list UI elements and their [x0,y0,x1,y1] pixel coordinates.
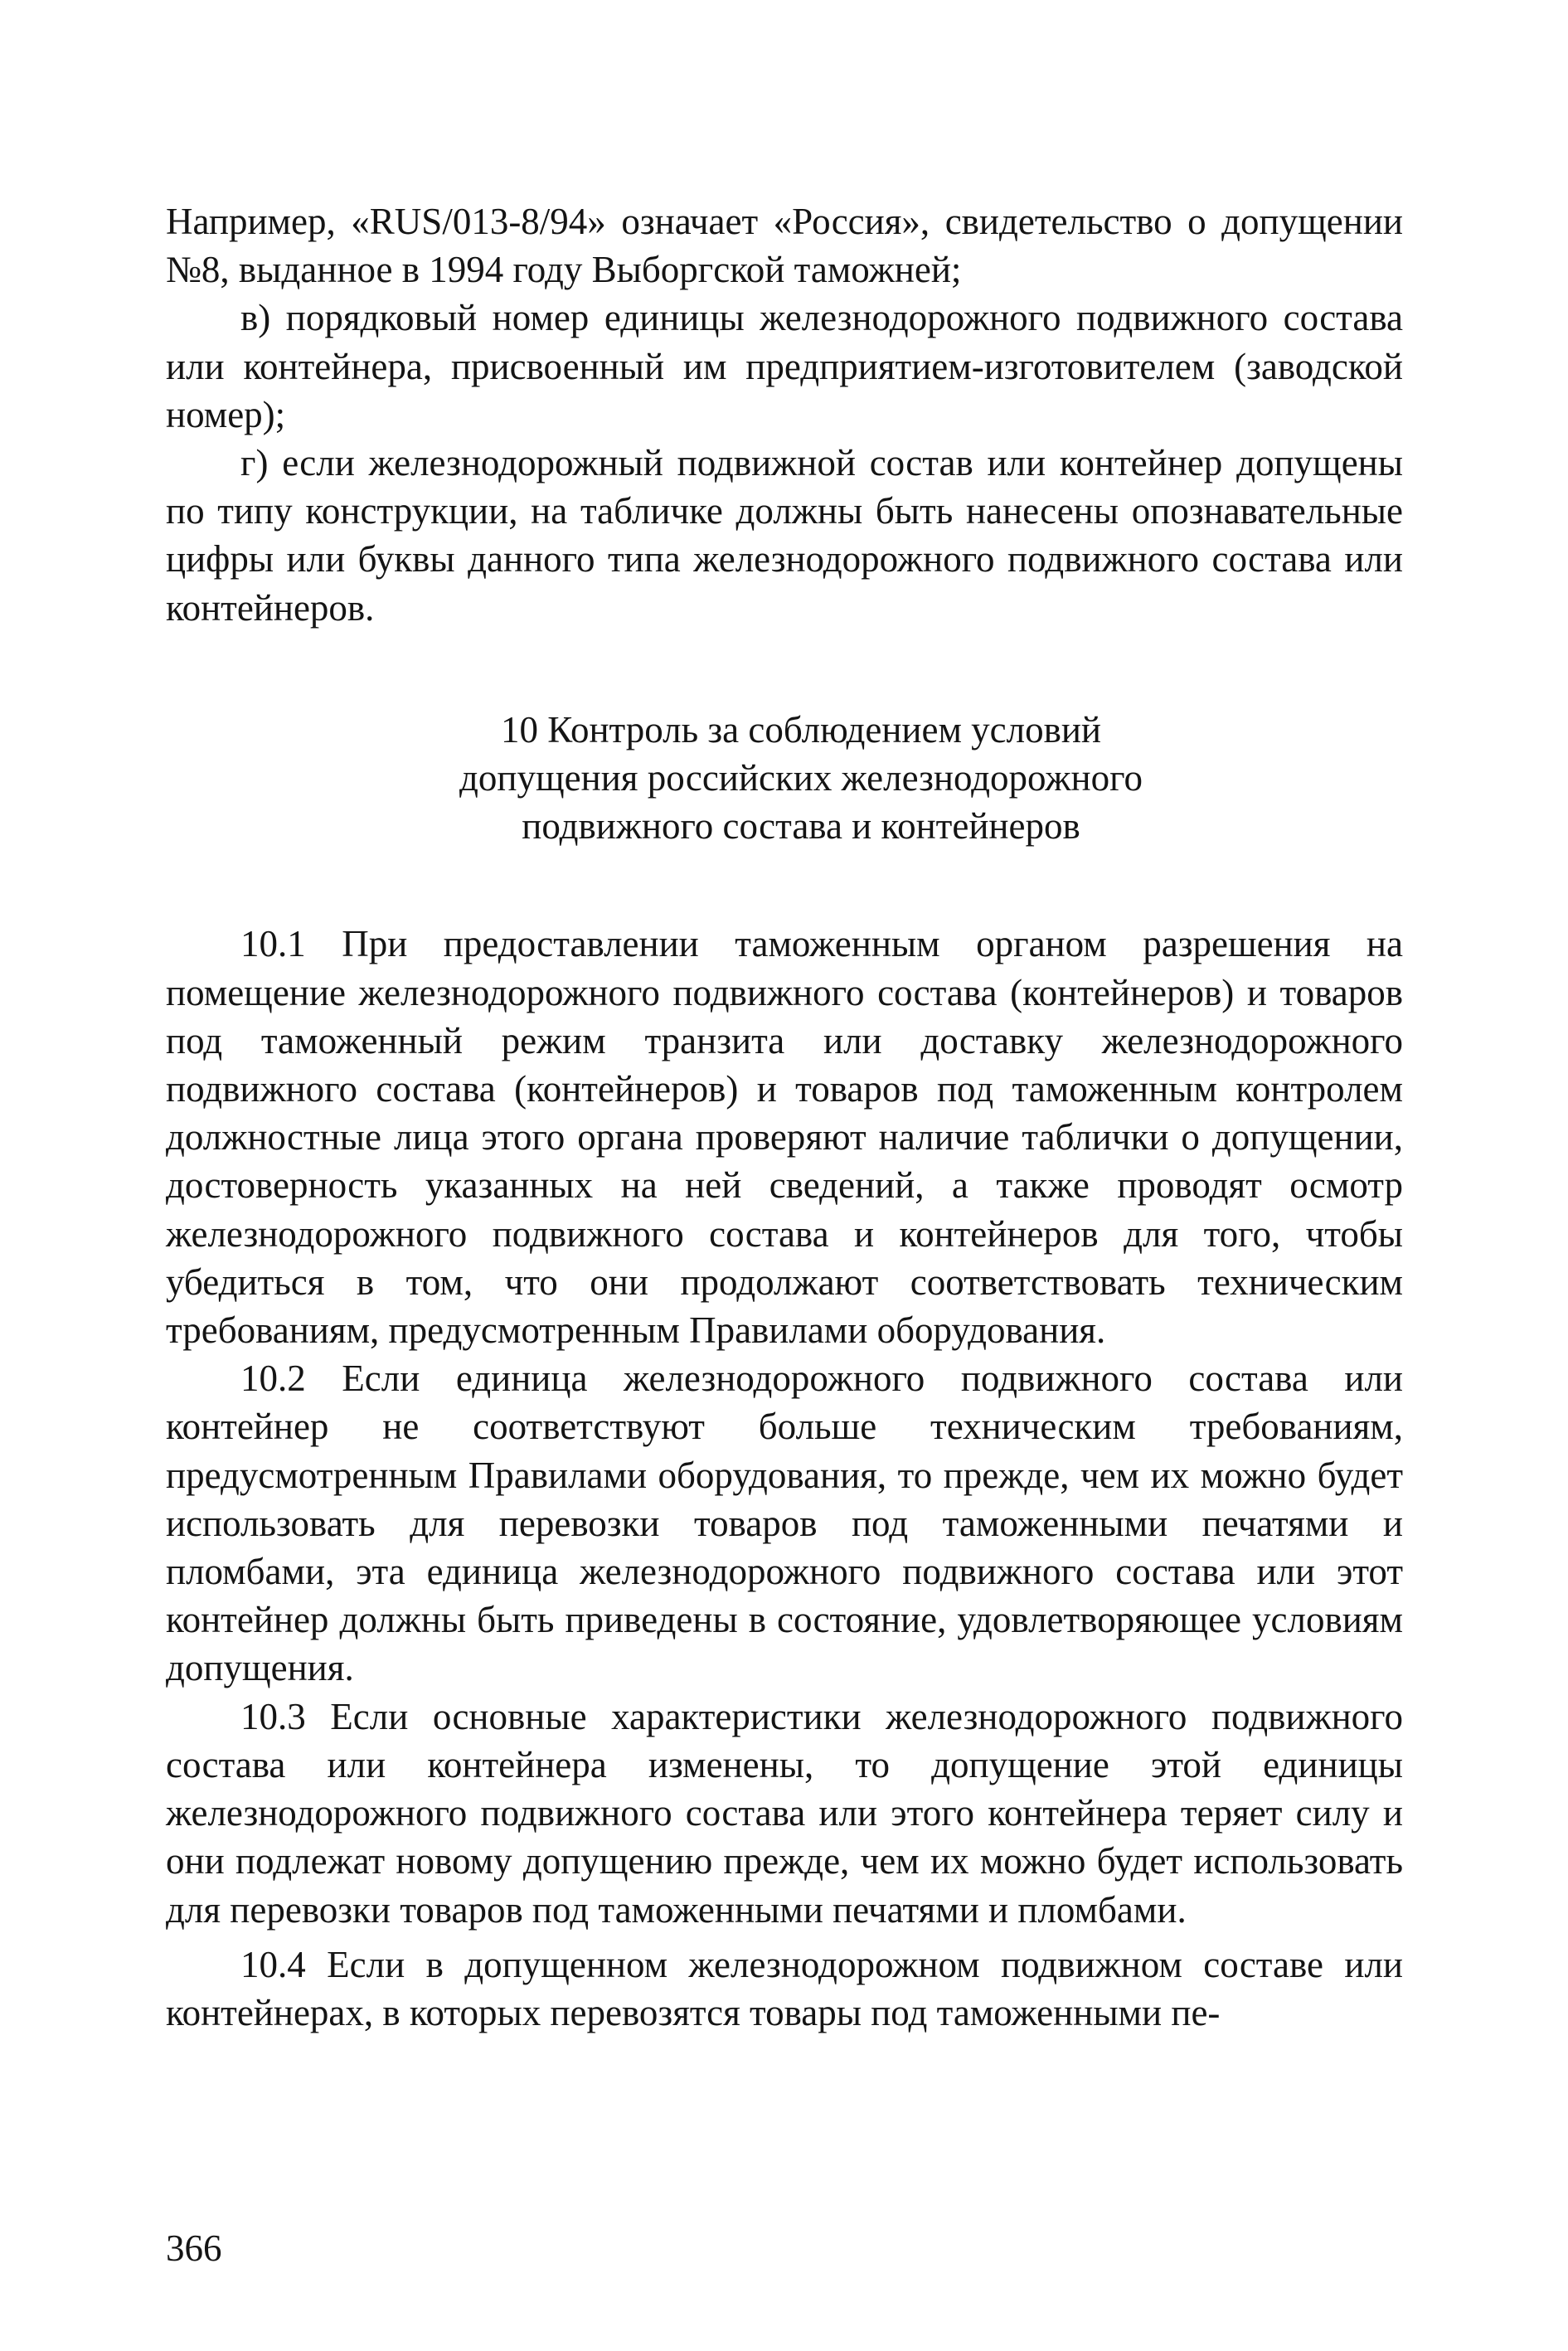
document-body [166,197,1403,2037]
clause-10-2: 10.2 Если единица железнодорожного подвижного состава или контейнер не соответствуют больше техническим требованиям, предусмотренным Правилами оборудования, то прежде, чем их можно будет использовать для перевозки товаров под таможенными печатями и пломбами, эта единица железнодорожного подвижного состава или этот контейнер должны быть приведены в состояние, удовлетворяющее условиям допущения. [166,1358,1403,1689]
list-item-g-type-approval: г) если железнодорожный подвижной состав или контейнер допущены по типу конструкции, на табличке должны быть нанесены опознавательные цифры или буквы данного типа железнодорожного подвижного состава или контейнеров. [166,442,1403,629]
section-heading-line-3: подвижного состава и контейнеров [522,805,1080,848]
clause-10-3: 10.3 Если основные характеристики железнодорожного подвижного состава или контейнера изменены, то допущение этой единицы железнодорожного подвижного состава или этого контейнера теряет силу и они подлежат новому допущению прежде, чем их можно будет использовать для перевозки товаров под таможенными печатями и пломбами. [166,1695,1403,1931]
section-heading-line-1: 10 Контроль за соблюдением условий [500,708,1102,750]
clause-10-4: 10.4 Если в допущенном железнодорожном подвижном составе или контейнерах, в которых перевозятся товары под таможенными пе- [166,1943,1403,2033]
clause-10-1: 10.1 При предоставлении таможенным органом разрешения на помещение железнодорожного подвижного состава (контейнеров) и товаров под таможенный режим транзита или доставку железнодорожного подвижного состава (контейнеров) и товаров под таможенным контролем должностные лица этого органа проверяют наличие таблички о допущении, достоверность указанных на ней сведений, а также проводят осмотр железнодорожного подвижного состава и контейнеров для того, чтобы убедиться в том, что они продолжают соответствовать техническим требованиям, предусмотренным Правилами оборудования. [166,923,1403,1352]
paragraph-example-marking: Например, «RUS/013-8/94» означает «Россия», свидетельство о допущении №8, выданное в 1994 году Выборгской таможней; [166,201,1403,291]
list-item-v-serial-number: в) порядковый номер единицы железнодорожного подвижного состава или контейнера, присвоенный им предприятием-изготовителем (заводской номер); [166,297,1403,435]
section-heading-10 [166,706,1403,851]
section-heading-line-2: допущения российских железнодорожного [459,757,1143,799]
page-number: 366 [166,2227,222,2269]
